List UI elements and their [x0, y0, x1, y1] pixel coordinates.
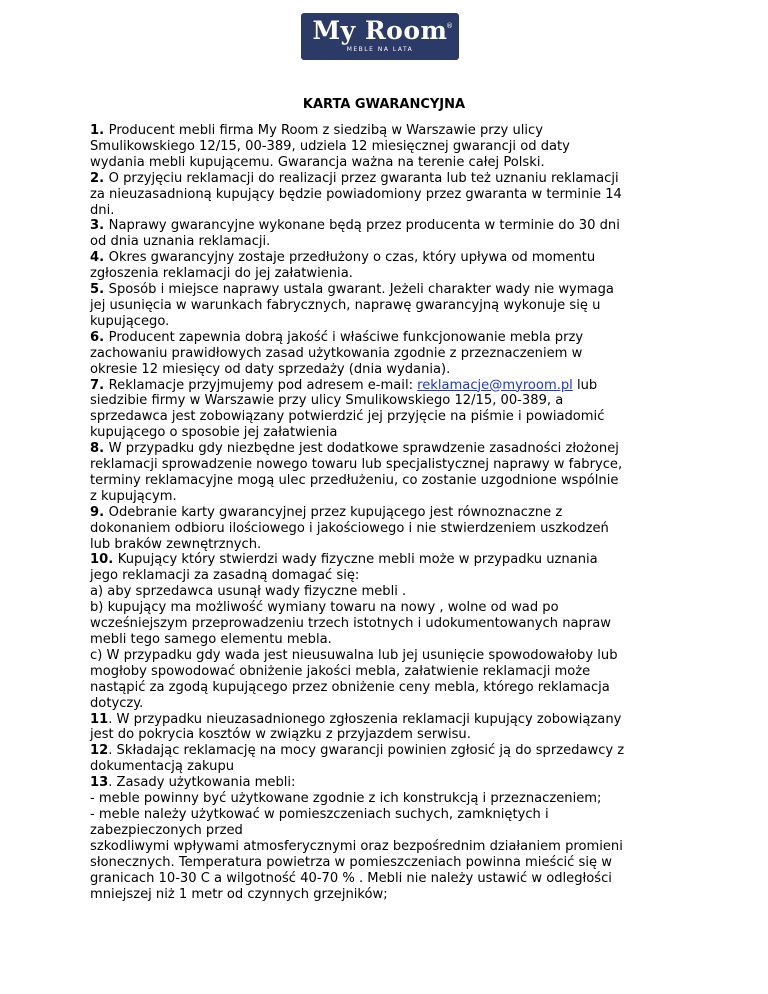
paragraph-line	[90, 552, 680, 568]
paragraph-line	[90, 123, 680, 139]
paragraph-line: sprzedawca jest zobowiązany potwierdzić jej przyjęcie na piśmie i powiadomić	[90, 409, 605, 425]
logo-registered-mark: ®	[446, 22, 453, 30]
paragraph-line: jest do pokrycia kosztów w związku z przyjazdem serwisu.	[90, 727, 471, 743]
paragraph-text: . Zasady użytkowania mebli:	[108, 775, 296, 791]
paragraph-text: Producent mebli firma My Room z siedzibą w Warszawie przy ulicy	[108, 123, 543, 138]
paragraph	[90, 171, 680, 219]
paragraph-line: zabezpieczonych przed	[90, 822, 243, 838]
paragraph	[90, 600, 680, 648]
paragraph-line: zgłoszenia reklamacji do jej załatwienia.	[90, 266, 353, 282]
paragraph-text: Reklamacje przyjmujemy pod adresem e-mail:	[108, 377, 418, 393]
paragraph-line: za nieuzasadnioną kupujący będzie powiadomiony przez gwaranta w terminie 14	[90, 186, 622, 202]
paragraph-text: Producent zapewnia dobrą jakość i właściwe funkcjonowanie mebla przy	[108, 329, 584, 345]
paragraph-line	[90, 584, 680, 600]
logo-tagline: MEBLE NA LATA	[346, 46, 414, 53]
paragraph-text: - meble powinny być użytkowane zgodnie z ich konstrukcją i przeznaczeniem;	[90, 791, 602, 807]
paragraph-line	[90, 218, 680, 234]
paragraph-text: - meble należy użytkować w pomieszczeniach suchych, zamkniętych i	[90, 806, 549, 822]
paragraph-line	[90, 330, 680, 346]
paragraph	[90, 123, 680, 171]
paragraph-text: O przyjęciu reklamacji do realizacji przez gwaranta lub też uznaniu reklamacji	[108, 170, 619, 186]
paragraph-line: jego reklamacji za zasadną domagać się:	[90, 568, 360, 584]
paragraph-line: kupującego o sposobie jej załatwienia	[90, 425, 338, 441]
paragraph-line: dotyczy.	[90, 695, 144, 711]
paragraph-line	[90, 441, 680, 457]
paragraph-line: kupującego.	[90, 313, 170, 329]
paragraph-line: terminy reklamacyjne mogą ulec przedłużeniu, co zostanie uzgodnione wspólnie	[90, 472, 619, 488]
paragraph-text: Naprawy gwarancyjne wykonane będą przez producenta w terminie do 30 dni	[108, 218, 620, 234]
brand-logo	[301, 13, 459, 60]
paragraph-line: okresie 12 miesięcy od daty sprzedaży (dnia wydania).	[90, 361, 451, 377]
paragraph-line: wydania mebli kupującemu. Gwarancja ważna na terenie całej Polski.	[90, 154, 545, 170]
paragraph	[90, 807, 680, 902]
paragraph	[90, 791, 680, 807]
paragraph-number: 4.	[90, 250, 109, 266]
paragraph-text: lub	[572, 377, 598, 393]
paragraph	[90, 218, 680, 250]
paragraph-line: zachowaniu prawidłowych zasad użytkowania zgodnie z przeznaczeniem w	[90, 345, 583, 361]
paragraph-text: c) W przypadku gdy wada jest nieusuwalna lub jej usunięcie spowodowałoby lub	[90, 647, 618, 663]
logo-brand-text: My Room	[312, 16, 448, 45]
paragraph-text: Kupujący który stwierdzi wady fizyczne mebli może w przypadku uznania	[117, 552, 598, 568]
paragraph-line	[90, 505, 680, 521]
paragraph	[90, 250, 680, 282]
document-body	[90, 123, 680, 902]
paragraph-line	[90, 743, 680, 759]
paragraph-number: 9.	[90, 504, 109, 520]
document-title: KARTA GWARANCYJNA	[302, 97, 466, 112]
paragraph-number: 13	[90, 775, 109, 791]
email-link[interactable]: reklamacje@myroom.pl	[417, 377, 573, 393]
paragraph-text: Okres gwarancyjny zostaje przedłużony o czas, który upływa od momentu	[108, 250, 596, 266]
paragraph-number: 6.	[90, 329, 109, 345]
paragraph-line: słonecznych. Temperatura powietrza w pomieszczeniach powinna mieścić się w	[90, 854, 612, 870]
paragraph-number: 2.	[90, 170, 109, 186]
paragraph-line	[90, 807, 680, 823]
paragraph-line	[90, 791, 680, 807]
paragraph-line: granicach 10-30 C a wilgotność 40-70 % . Mebli nie należy ustawić w odległości	[90, 870, 612, 886]
paragraph-line: jej usunięcia w warunkach fabrycznych, naprawę gwarancyjną wykonuje się u	[90, 297, 601, 313]
paragraph-line: reklamacji sprowadzenie nowego towaru lub specjalistycznej naprawy w fabryce,	[90, 457, 623, 473]
paragraph-line: siedzibie firmy w Warszawie przy ulicy Smulikowskiego 12/15, 00-389, a	[90, 393, 564, 409]
paragraph-text: Odebranie karty gwarancyjnej przez kupującego jest równoznaczne z	[108, 504, 563, 520]
paragraph-line	[90, 250, 680, 266]
paragraph-text: a) aby sprzedawca usunął wady fizyczne mebli .	[90, 584, 407, 600]
paragraph-line	[90, 712, 680, 728]
paragraph-line: dni.	[90, 202, 115, 218]
paragraph-number: 3.	[90, 218, 109, 234]
paragraph	[90, 743, 680, 775]
paragraph-text: W przypadku gdy niezbędne jest dodatkowe sprawdzenie zasadności złożonej	[108, 441, 619, 457]
paragraph-number: 1.	[90, 123, 109, 138]
paragraph-line	[90, 378, 680, 394]
paragraph	[90, 775, 680, 791]
paragraph	[90, 441, 680, 505]
paragraph-number: 8.	[90, 441, 109, 457]
paragraph	[90, 378, 680, 442]
paragraph-number: 11	[90, 711, 109, 727]
paragraph-text: . W przypadku nieuzasadnionego zgłoszenia reklamacji kupujący zobowiązany	[108, 711, 622, 727]
paragraph-line: mogłoby spowodować obniżenie jakości mebla, załatwienie reklamacji może	[90, 663, 591, 679]
paragraph-line	[90, 282, 680, 298]
paragraph	[90, 552, 680, 584]
paragraph-text: b) kupujący ma możliwość wymiany towaru na nowy , wolne od wad po	[90, 600, 559, 616]
paragraph-text: Sposób i miejsce naprawy ustala gwarant. Jeżeli charakter wady nie wymaga	[108, 282, 614, 298]
paragraph-line: od dnia uznania reklamacji.	[90, 234, 271, 250]
paragraph	[90, 505, 680, 553]
paragraph-line: szkodliwymi wpływami atmosferycznymi oraz bezpośrednim działaniem promieni	[90, 838, 623, 854]
paragraph	[90, 282, 680, 330]
paragraph-line: z kupującym.	[90, 488, 177, 504]
paragraph-line: mebli tego samego elementu mebla.	[90, 632, 332, 647]
paragraph-line: Smulikowskiego 12/15, 00-389, udziela 12 miesięcznej gwarancji od daty	[90, 138, 570, 154]
paragraph-number: 5.	[90, 282, 109, 298]
paragraph-line	[90, 600, 680, 616]
paragraph-line: nastąpić za zgodą kupującego przez obniżenie ceny mebla, którego reklamacja	[90, 679, 610, 695]
paragraph-line: mniejszej niż 1 metr od czynnych grzejników;	[90, 886, 388, 902]
paragraph-line	[90, 171, 680, 187]
paragraph-line	[90, 648, 680, 664]
paragraph-line: dokonaniem odbioru ilościowego i jakościowego i nie stwierdzeniem uszkodzeń	[90, 520, 609, 536]
paragraph-line: wcześniejszym przeprowadzeniu trzech istotnych i udokumentowanych napraw	[90, 616, 611, 632]
paragraph-line: dokumentacją zakupu	[90, 759, 235, 775]
paragraph	[90, 584, 680, 600]
paragraph-number: 12	[90, 743, 109, 759]
paragraph-number: 10.	[90, 552, 118, 568]
paragraph	[90, 330, 680, 378]
paragraph-number: 7.	[90, 377, 109, 393]
paragraph-line	[90, 775, 680, 791]
paragraph-line: lub braków zewnętrznych.	[90, 536, 262, 552]
paragraph-text: . Składając reklamację na mocy gwarancji powinien zgłosić ją do sprzedawcy z	[108, 743, 625, 759]
paragraph	[90, 648, 680, 712]
paragraph	[90, 712, 680, 744]
